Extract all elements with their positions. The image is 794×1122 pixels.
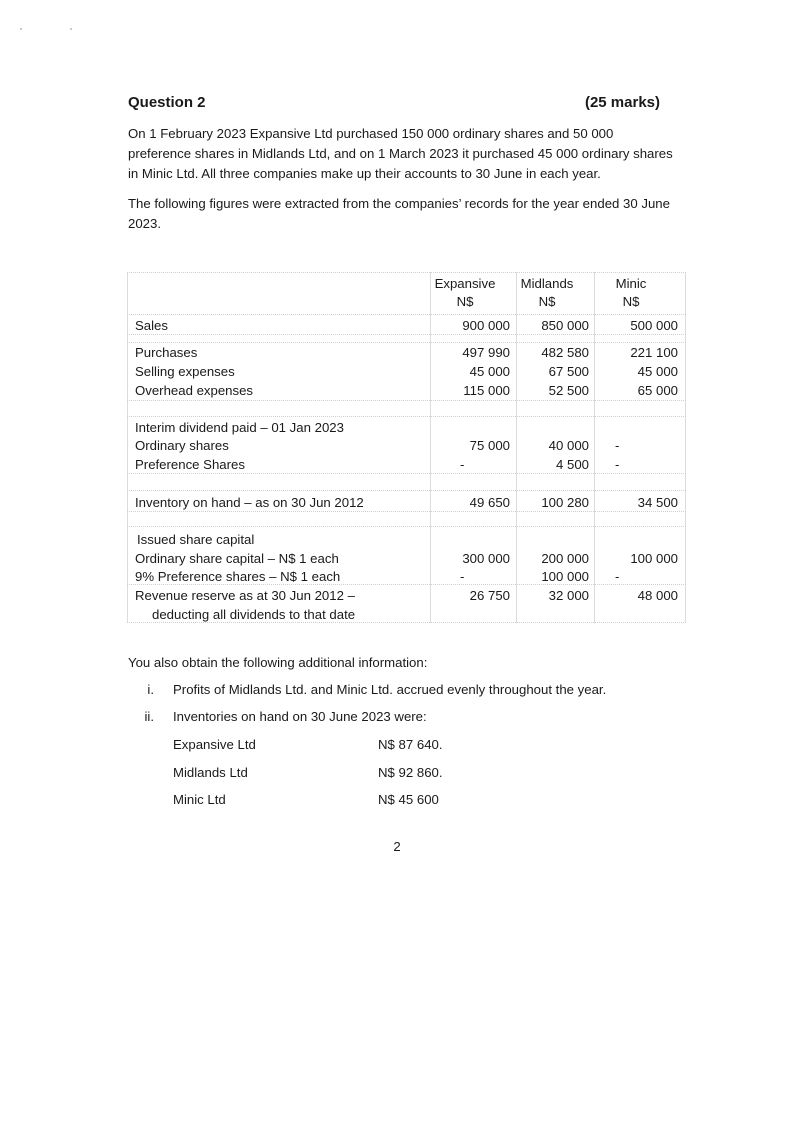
ordinary-dividend-expansive: 75 000 — [469, 438, 510, 453]
inventory-midlands: 100 280 — [541, 495, 589, 510]
list-number: i. — [147, 682, 154, 697]
purchases-minic: 221 100 — [630, 345, 678, 360]
ordinary-capital-expansive: 300 000 — [462, 551, 510, 566]
overhead-midlands: 52 500 — [548, 383, 589, 398]
col-header-minic: Minic N$ — [615, 276, 647, 309]
purchases-midlands: 482 580 — [541, 345, 589, 360]
list-item-text: Inventories on hand on 30 June 2023 were: — [173, 709, 427, 724]
page-number: 2 — [393, 839, 401, 854]
extract-paragraph: The following figures were extracted from the companies’ records for the year ended 30 June 2023. — [128, 196, 670, 231]
row-label-selling: Selling expenses — [135, 364, 235, 379]
intro-paragraph: On 1 February 2023 Expansive Ltd purchased 150 000 ordinary shares and 50 000 preference shares in Midlands Ltd, and on 1 March 2023 it purchased 45 000 ordinary shares in Minic Ltd. All three companies make up their accounts to 30 June in each year. — [128, 126, 673, 181]
col-header-midlands: Midlands N$ — [520, 276, 574, 309]
list-number: ii. — [144, 709, 154, 724]
row-label-ordinary-capital: Ordinary share capital – N$ 1 each — [135, 551, 339, 566]
preference-capital-minic: - — [615, 569, 620, 584]
ordinary-capital-minic: 100 000 — [630, 551, 678, 566]
inventory-minic: 34 500 — [637, 495, 678, 510]
sales-minic: 500 000 — [630, 318, 678, 333]
inventory-company-name: Midlands Ltd — [173, 765, 248, 780]
ordinary-dividend-midlands: 40 000 — [548, 438, 589, 453]
preference-capital-expansive: - — [460, 569, 465, 584]
overhead-minic: 65 000 — [637, 383, 678, 398]
inventory-value: N$ 92 860. — [378, 765, 443, 780]
row-label-revenue-reserve-cont: deducting all dividends to that date — [152, 607, 356, 622]
revenue-reserve-midlands: 32 000 — [548, 588, 589, 603]
list-item-text: Profits of Midlands Ltd. and Minic Ltd. accrued evenly throughout the year. — [173, 682, 607, 697]
sales-midlands: 850 000 — [541, 318, 589, 333]
row-label-preference-dividend: Preference Shares — [135, 457, 245, 472]
preference-capital-midlands: 100 000 — [541, 569, 589, 584]
purchases-expansive: 497 990 — [462, 345, 510, 360]
preference-dividend-midlands: 4 500 — [555, 457, 589, 472]
inventory-company-name: Expansive Ltd — [173, 737, 256, 752]
selling-expansive: 45 000 — [469, 364, 510, 379]
question-header — [128, 94, 660, 114]
ordinary-capital-midlands: 200 000 — [541, 551, 589, 566]
scan-speck — [20, 28, 22, 30]
overhead-expansive: 115 000 — [463, 383, 510, 398]
row-label-preference-capital: 9% Preference shares – N$ 1 each — [135, 569, 341, 584]
preference-dividend-expansive: - — [460, 457, 465, 472]
question-title: Question 2 — [128, 94, 206, 111]
question-marks: (25 marks) — [584, 94, 660, 111]
row-label-sales: Sales — [135, 318, 168, 333]
inventory-expansive: 49 650 — [469, 495, 510, 510]
row-label-purchases: Purchases — [135, 345, 198, 360]
row-label-overhead: Overhead expenses — [135, 383, 254, 398]
scan-speck — [70, 28, 72, 30]
sales-expansive: 900 000 — [462, 318, 510, 333]
preference-dividend-minic: - — [615, 457, 620, 472]
inventory-company-name: Minic Ltd — [173, 792, 226, 807]
row-label-issued-capital: Issued share capital — [137, 532, 255, 547]
row-label-revenue-reserve: Revenue reserve as at 30 Jun 2012 – — [135, 588, 355, 603]
revenue-reserve-expansive: 26 750 — [469, 588, 510, 603]
row-label-inventory: Inventory on hand – as on 30 Jun 2012 — [135, 495, 364, 510]
selling-midlands: 67 500 — [548, 364, 589, 379]
inventory-value: N$ 45 600 — [378, 792, 439, 807]
row-label-interim-dividend: Interim dividend paid – 01 Jan 2023 — [135, 420, 344, 435]
selling-minic: 45 000 — [637, 364, 678, 379]
ordinary-dividend-minic: - — [615, 438, 620, 453]
row-label-ordinary-dividend: Ordinary shares — [135, 438, 229, 453]
inventory-value: N$ 87 640. — [378, 737, 443, 752]
col-header-expansive: Expansive N$ — [434, 276, 496, 309]
revenue-reserve-minic: 48 000 — [637, 588, 678, 603]
additional-info-intro: You also obtain the following additional information: — [128, 655, 428, 670]
